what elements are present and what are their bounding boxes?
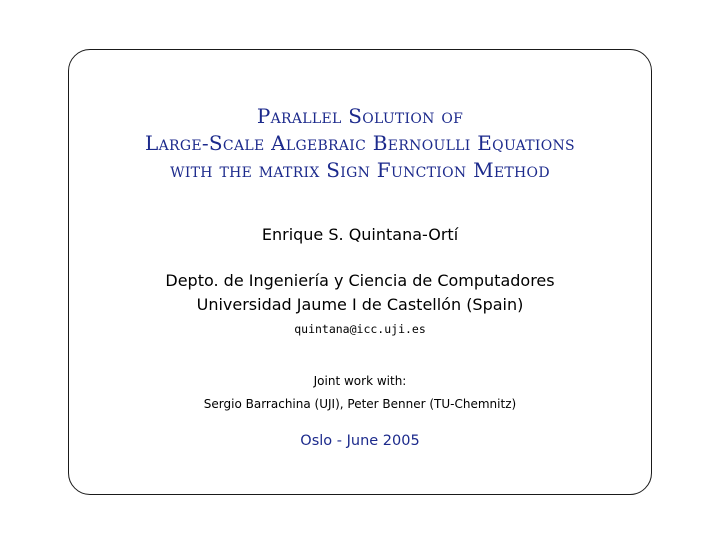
university: Universidad Jaume I de Castellón (Spain)	[196, 295, 524, 314]
title-line-1: Parallel Solution of	[256, 104, 464, 128]
author-email: quintana@icc.uji.es	[294, 322, 426, 336]
joint-work-label: Joint work with:	[313, 374, 407, 388]
title-line-2: Large-Scale Algebraic Bernoulli Equations	[145, 131, 575, 155]
title-line-3: with the matrix Sign Function Method	[170, 158, 550, 182]
collaborators: Sergio Barrachina (UJI), Peter Benner (TU-Chemnitz)	[203, 397, 517, 411]
department: Depto. de Ingeniería y Ciencia de Computadores	[165, 271, 555, 290]
venue-date: Oslo - June 2005	[300, 433, 420, 449]
author-name: Enrique S. Quintana-Ortí	[261, 225, 459, 244]
